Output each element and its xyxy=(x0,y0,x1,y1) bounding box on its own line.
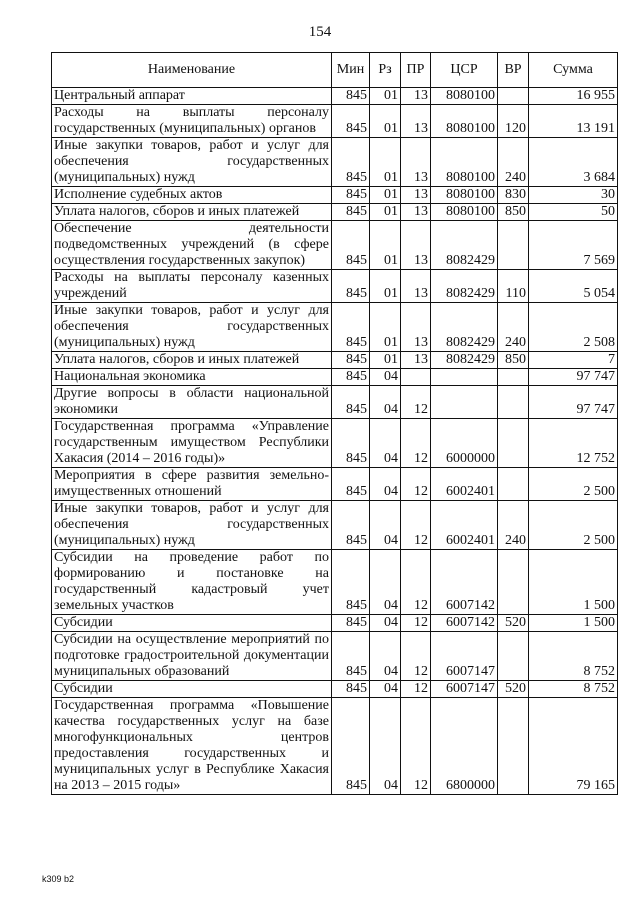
table-row xyxy=(52,386,618,419)
cell-name: Государственная программа «Управление государственным имуществом Республики Хакасия (2014 – 2016 годы)» xyxy=(52,419,332,468)
cell-sum: 5 054 xyxy=(529,270,618,303)
cell-min: 845 xyxy=(332,352,370,369)
cell-min: 845 xyxy=(332,681,370,698)
cell-csr: 6007142 xyxy=(431,550,498,615)
cell-rz: 01 xyxy=(370,270,401,303)
cell-name: Субсидии на проведение работ по формированию и постановке на государственный кадастровый учет земельных участков xyxy=(52,550,332,615)
cell-pr xyxy=(401,369,431,386)
cell-rz: 04 xyxy=(370,369,401,386)
cell-sum: 8 752 xyxy=(529,632,618,681)
cell-csr: 8080100 xyxy=(431,105,498,138)
cell-rz: 01 xyxy=(370,204,401,221)
cell-rz: 01 xyxy=(370,88,401,105)
cell-min: 845 xyxy=(332,632,370,681)
cell-name: Уплата налогов, сборов и иных платежей xyxy=(52,352,332,369)
cell-min: 845 xyxy=(332,369,370,386)
table-row xyxy=(52,138,618,187)
cell-rz: 04 xyxy=(370,550,401,615)
cell-pr: 13 xyxy=(401,270,431,303)
cell-rz: 01 xyxy=(370,303,401,352)
cell-rz: 04 xyxy=(370,615,401,632)
cell-csr: 6800000 xyxy=(431,698,498,795)
cell-min: 845 xyxy=(332,105,370,138)
cell-name: Государственная программа «Повышение качества государственных услуг на базе многофункциональных центров предоставления государственных и муниципальных услуг в Республике Хакасия на 2013 – 2015 годы» xyxy=(52,698,332,795)
cell-pr: 13 xyxy=(401,204,431,221)
table-row xyxy=(52,468,618,501)
cell-vr: 850 xyxy=(498,352,529,369)
cell-min: 845 xyxy=(332,501,370,550)
table-row xyxy=(52,270,618,303)
cell-name: Национальная экономика xyxy=(52,369,332,386)
cell-min: 845 xyxy=(332,386,370,419)
cell-csr: 6002401 xyxy=(431,501,498,550)
cell-csr xyxy=(431,369,498,386)
cell-name: Обеспечение деятельности подведомственных учреждений (в сфере осуществления государственных закупок) xyxy=(52,221,332,270)
cell-csr: 8082429 xyxy=(431,303,498,352)
cell-name: Расходы на выплаты персоналу государственных (муниципальных) органов xyxy=(52,105,332,138)
cell-csr: 8082429 xyxy=(431,221,498,270)
cell-sum: 8 752 xyxy=(529,681,618,698)
cell-sum: 2 508 xyxy=(529,303,618,352)
cell-min: 845 xyxy=(332,468,370,501)
cell-name: Расходы на выплаты персоналу казенных учреждений xyxy=(52,270,332,303)
cell-name: Субсидии xyxy=(52,615,332,632)
cell-vr: 850 xyxy=(498,204,529,221)
cell-csr: 8080100 xyxy=(431,204,498,221)
cell-sum: 79 165 xyxy=(529,698,618,795)
cell-pr: 13 xyxy=(401,105,431,138)
table-row xyxy=(52,632,618,681)
table-row xyxy=(52,303,618,352)
cell-csr: 8080100 xyxy=(431,187,498,204)
cell-min: 845 xyxy=(332,187,370,204)
cell-min: 845 xyxy=(332,270,370,303)
cell-min: 845 xyxy=(332,138,370,187)
page-number: 154 xyxy=(308,24,332,40)
table-row xyxy=(52,698,618,795)
cell-rz: 01 xyxy=(370,187,401,204)
cell-rz: 01 xyxy=(370,138,401,187)
cell-vr: 240 xyxy=(498,501,529,550)
cell-rz: 04 xyxy=(370,681,401,698)
table-row xyxy=(52,419,618,468)
cell-sum: 97 747 xyxy=(529,386,618,419)
cell-sum: 97 747 xyxy=(529,369,618,386)
cell-sum: 2 500 xyxy=(529,468,618,501)
cell-vr: 240 xyxy=(498,138,529,187)
cell-pr: 12 xyxy=(401,419,431,468)
cell-rz: 04 xyxy=(370,632,401,681)
cell-vr: 120 xyxy=(498,105,529,138)
cell-rz: 04 xyxy=(370,501,401,550)
cell-vr xyxy=(498,550,529,615)
cell-vr: 520 xyxy=(498,615,529,632)
cell-pr: 12 xyxy=(401,468,431,501)
table-row xyxy=(52,221,618,270)
cell-sum: 13 191 xyxy=(529,105,618,138)
cell-pr: 13 xyxy=(401,187,431,204)
table-row xyxy=(52,105,618,138)
cell-name: Субсидии на осуществление мероприятий по подготовке градостроительной документации муниципальных образований xyxy=(52,632,332,681)
cell-vr: 110 xyxy=(498,270,529,303)
cell-min: 845 xyxy=(332,419,370,468)
cell-sum: 12 752 xyxy=(529,419,618,468)
cell-sum: 3 684 xyxy=(529,138,618,187)
cell-rz: 04 xyxy=(370,468,401,501)
cell-vr xyxy=(498,88,529,105)
table-row xyxy=(52,352,618,369)
cell-name: Иные закупки товаров, работ и услуг для обеспечения государственных (муниципальных) нужд xyxy=(52,501,332,550)
cell-min: 845 xyxy=(332,88,370,105)
cell-pr: 13 xyxy=(401,138,431,187)
table-row xyxy=(52,204,618,221)
cell-name: Иные закупки товаров, работ и услуг для обеспечения государственных (муниципальных) нужд xyxy=(52,138,332,187)
cell-min: 845 xyxy=(332,550,370,615)
cell-rz: 01 xyxy=(370,352,401,369)
cell-rz: 04 xyxy=(370,419,401,468)
cell-rz: 04 xyxy=(370,698,401,795)
header-min: Мин xyxy=(332,53,370,88)
cell-pr: 12 xyxy=(401,681,431,698)
header-csr: ЦСР xyxy=(431,53,498,88)
table-row xyxy=(52,681,618,698)
cell-csr: 8082429 xyxy=(431,270,498,303)
cell-sum: 50 xyxy=(529,204,618,221)
cell-sum: 1 500 xyxy=(529,550,618,615)
header-vr: ВР xyxy=(498,53,529,88)
cell-vr xyxy=(498,386,529,419)
cell-rz: 01 xyxy=(370,105,401,138)
header-name: Наименование xyxy=(52,53,332,88)
header-rz: Рз xyxy=(370,53,401,88)
cell-pr: 12 xyxy=(401,632,431,681)
cell-min: 845 xyxy=(332,615,370,632)
cell-pr: 12 xyxy=(401,615,431,632)
cell-min: 845 xyxy=(332,303,370,352)
cell-vr: 830 xyxy=(498,187,529,204)
cell-pr: 12 xyxy=(401,698,431,795)
cell-vr xyxy=(498,698,529,795)
cell-sum: 2 500 xyxy=(529,501,618,550)
cell-csr: 6007147 xyxy=(431,681,498,698)
table-row xyxy=(52,550,618,615)
cell-pr: 13 xyxy=(401,352,431,369)
table-row xyxy=(52,501,618,550)
table-row xyxy=(52,615,618,632)
cell-pr: 12 xyxy=(401,501,431,550)
cell-csr: 8080100 xyxy=(431,88,498,105)
cell-csr: 6007147 xyxy=(431,632,498,681)
cell-sum: 16 955 xyxy=(529,88,618,105)
cell-csr: 8082429 xyxy=(431,352,498,369)
cell-rz: 01 xyxy=(370,221,401,270)
cell-csr: 8080100 xyxy=(431,138,498,187)
header-sum: Сумма xyxy=(529,53,618,88)
cell-vr: 520 xyxy=(498,681,529,698)
cell-pr: 12 xyxy=(401,550,431,615)
cell-csr: 6002401 xyxy=(431,468,498,501)
cell-vr xyxy=(498,468,529,501)
cell-pr: 13 xyxy=(401,303,431,352)
cell-sum: 30 xyxy=(529,187,618,204)
cell-sum: 7 569 xyxy=(529,221,618,270)
cell-min: 845 xyxy=(332,204,370,221)
cell-rz: 04 xyxy=(370,386,401,419)
cell-pr: 13 xyxy=(401,88,431,105)
table-row xyxy=(52,369,618,386)
cell-name: Уплата налогов, сборов и иных платежей xyxy=(52,204,332,221)
footer-code: k309 b2 xyxy=(42,874,75,884)
cell-vr: 240 xyxy=(498,303,529,352)
table-row xyxy=(52,88,618,105)
cell-pr: 12 xyxy=(401,386,431,419)
cell-csr: 6007142 xyxy=(431,615,498,632)
cell-name: Другие вопросы в области национальной экономики xyxy=(52,386,332,419)
cell-min: 845 xyxy=(332,698,370,795)
cell-name: Субсидии xyxy=(52,681,332,698)
cell-min: 845 xyxy=(332,221,370,270)
cell-pr: 13 xyxy=(401,221,431,270)
table-row xyxy=(52,187,618,204)
cell-sum: 7 xyxy=(529,352,618,369)
header-pr: ПР xyxy=(401,53,431,88)
cell-name: Центральный аппарат xyxy=(52,88,332,105)
table-header-row xyxy=(52,53,618,88)
cell-vr xyxy=(498,369,529,386)
cell-vr xyxy=(498,221,529,270)
cell-csr: 6000000 xyxy=(431,419,498,468)
cell-vr xyxy=(498,419,529,468)
budget-table xyxy=(51,52,618,795)
cell-name: Иные закупки товаров, работ и услуг для обеспечения государственных (муниципальных) нужд xyxy=(52,303,332,352)
cell-sum: 1 500 xyxy=(529,615,618,632)
cell-vr xyxy=(498,632,529,681)
cell-name: Мероприятия в сфере развития земельно-имущественных отношений xyxy=(52,468,332,501)
cell-csr xyxy=(431,386,498,419)
cell-name: Исполнение судебных актов xyxy=(52,187,332,204)
